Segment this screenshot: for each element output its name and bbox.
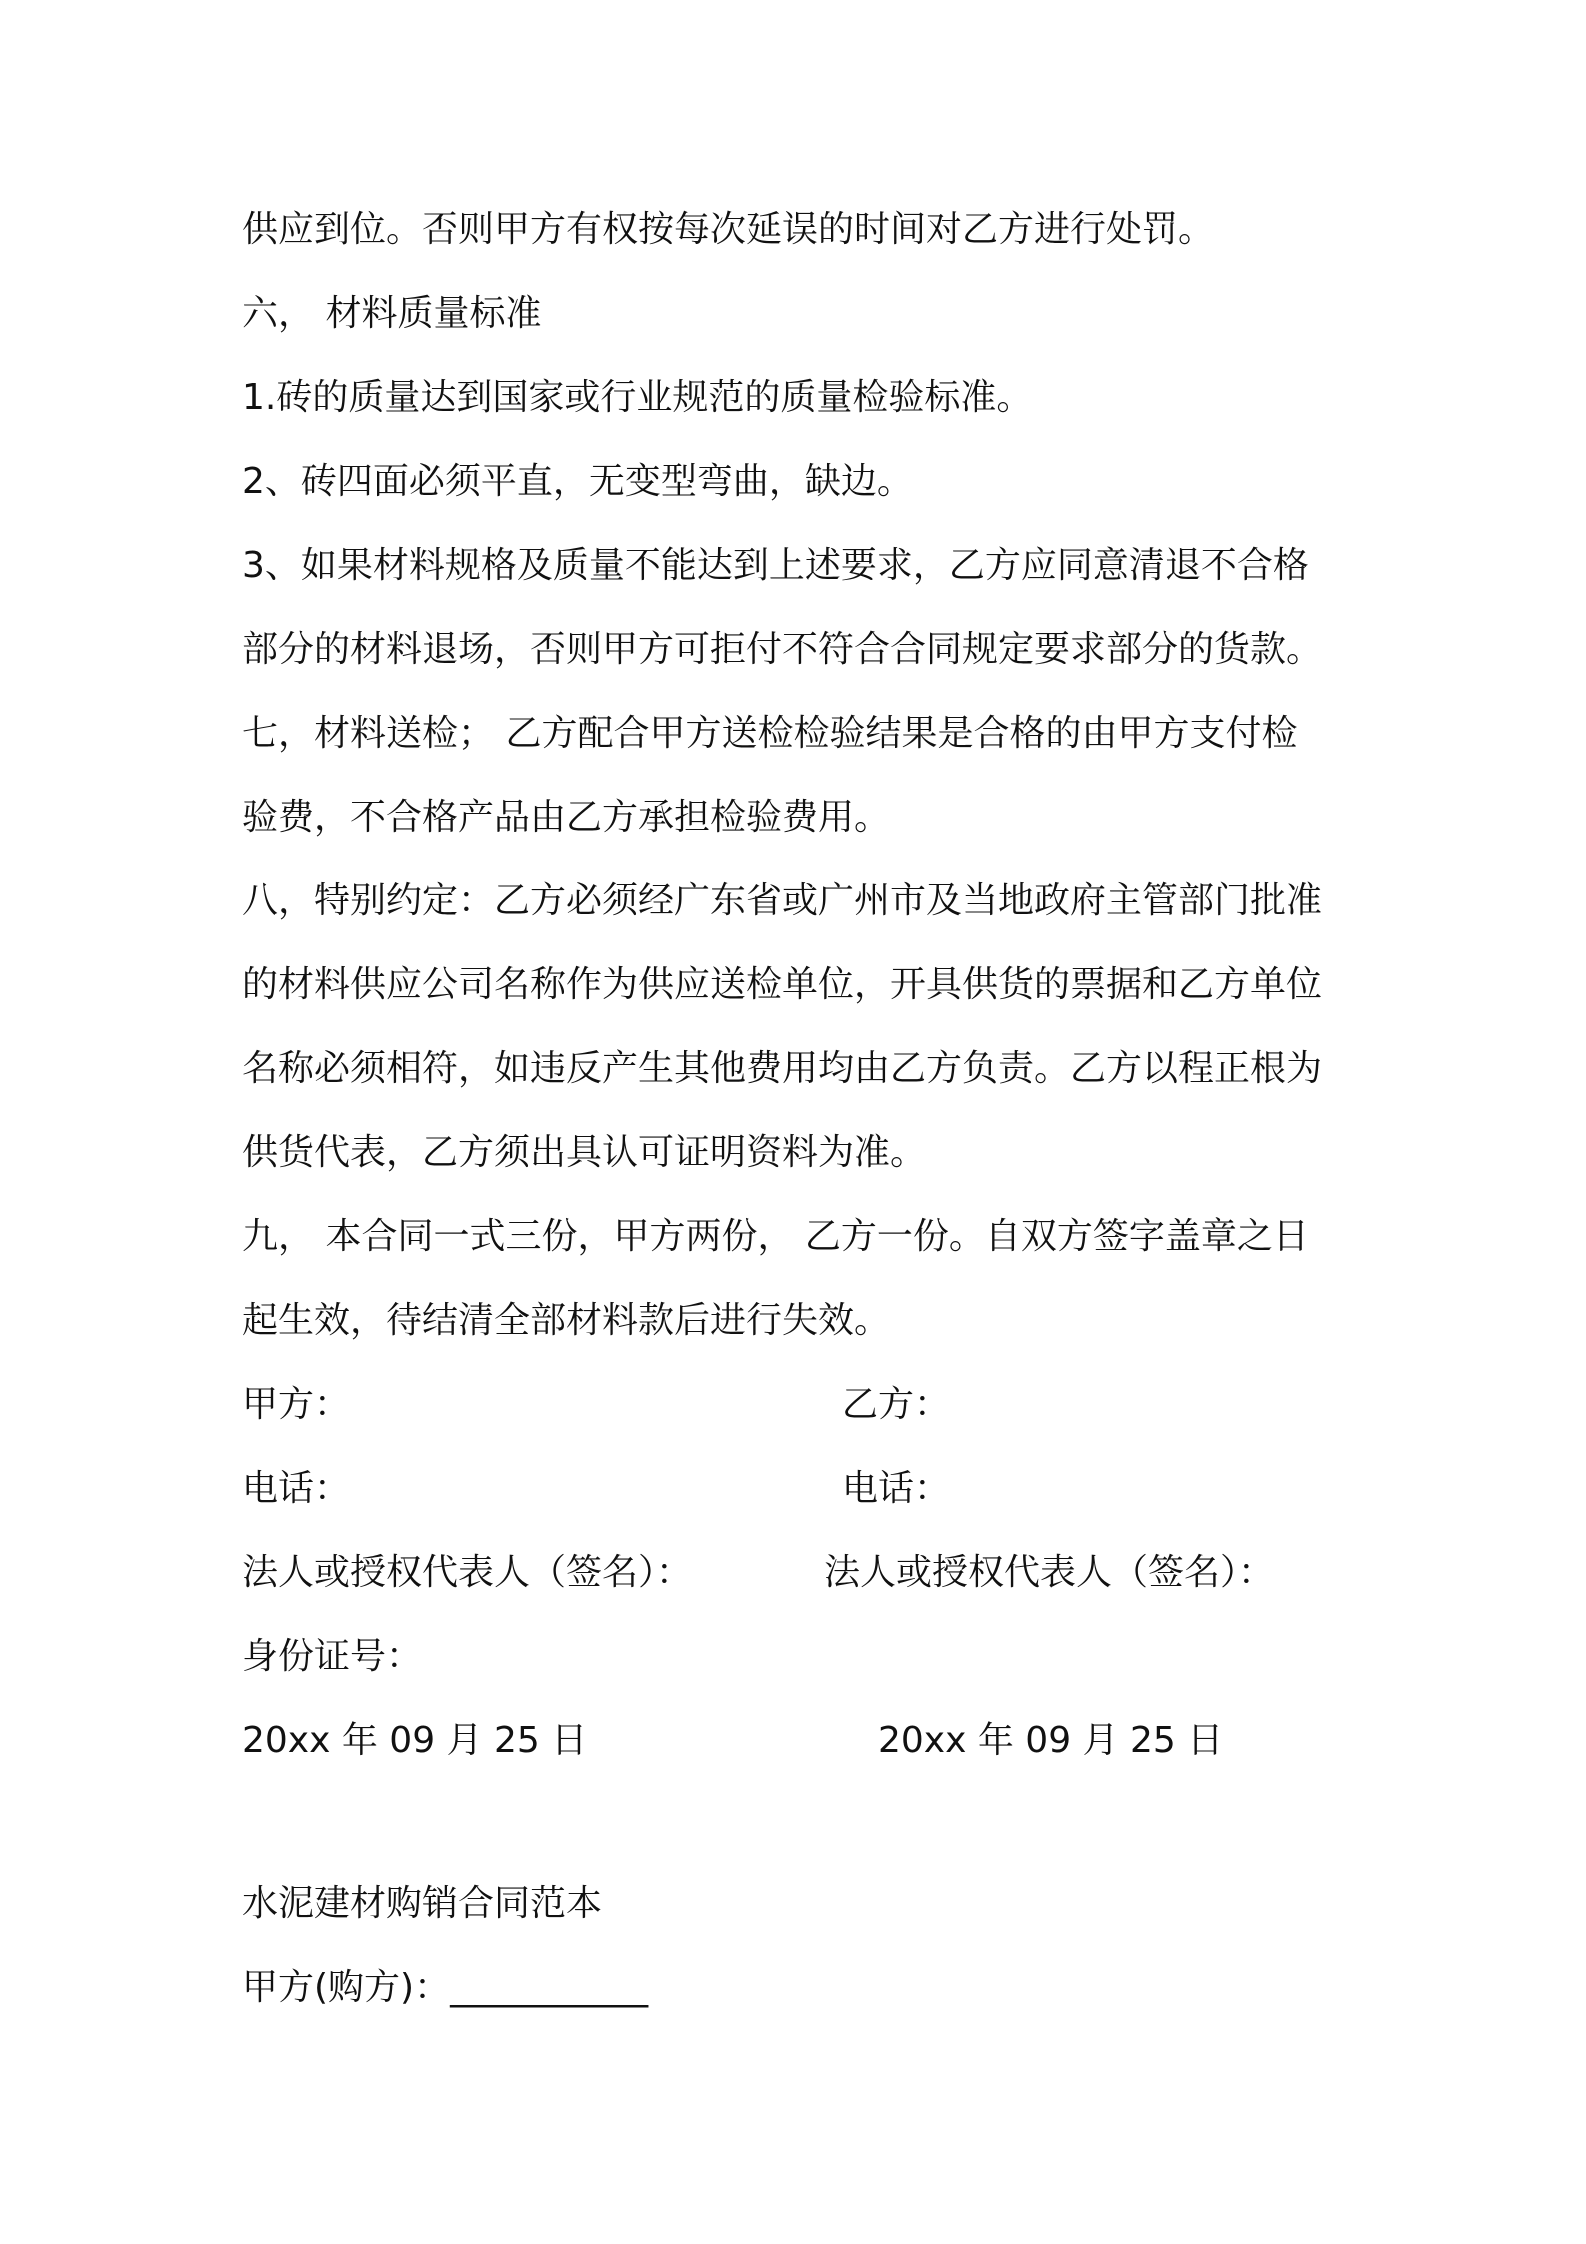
paragraph-line-5: 3、如果材料规格及质量不能达到上述要求，乙方应同意清退不合格 — [242, 545, 1309, 586]
date-b: 20xx 年 09 月 25 日 — [878, 1720, 1224, 1761]
section-heading-7: 七，材料送检； 乙方配合甲方送检检验结果是合格的由甲方支付检 — [242, 713, 1298, 754]
paragraph-line-14: 起生效，待结清全部材料款后进行失效。 — [242, 1300, 891, 1341]
paragraph-line-4: 2、砖四面必须平直，无变型弯曲，缺边。 — [242, 461, 913, 502]
paragraph-line-3: 1.砖的质量达到国家或行业规范的质量检验标准。 — [242, 377, 1033, 418]
party-a-label: 甲方： — [242, 1384, 351, 1425]
date-a: 20xx 年 09 月 25 日 — [242, 1720, 588, 1761]
section-heading-8: 八，特别约定：乙方必须经广东省或广州市及当地政府主管部门批准 — [242, 880, 1323, 921]
representative-b-label: 法人或授权代表人（签名）： — [824, 1552, 1275, 1593]
id-number-label: 身份证号： — [242, 1636, 423, 1677]
paragraph-line-11: 名称必须相符，如违反产生其他费用均由乙方负责。乙方以程正根为 — [242, 1048, 1323, 1089]
paragraph-line-1: 供应到位。否则甲方有权按每次延误的时间对乙方进行处罚。 — [242, 209, 1215, 250]
paragraph-line-10: 的材料供应公司名称作为供应送检单位，开具供货的票据和乙方单位 — [242, 964, 1323, 1005]
representative-a-label: 法人或授权代表人（签名）： — [242, 1552, 693, 1593]
next-contract-title: 水泥建材购销合同范本 — [242, 1883, 603, 1924]
paragraph-line-6: 部分的材料退场，否则甲方可拒付不符合合同规定要求部分的货款。 — [242, 629, 1323, 670]
phone-a-label: 电话： — [242, 1468, 351, 1509]
buyer-line: 甲方(购方)：___________ — [242, 1967, 649, 2008]
section-heading-9: 九， 本合同一式三份，甲方两份， 乙方一份。自双方签字盖章之日 — [242, 1216, 1309, 1257]
phone-b-label: 电话： — [842, 1468, 951, 1509]
paragraph-line-12: 供货代表，乙方须出具认可证明资料为准。 — [242, 1132, 927, 1173]
paragraph-line-8: 验费，不合格产品由乙方承担检验费用。 — [242, 797, 891, 838]
section-heading-6: 六， 材料质量标准 — [242, 293, 542, 334]
party-b-label: 乙方： — [842, 1384, 951, 1425]
